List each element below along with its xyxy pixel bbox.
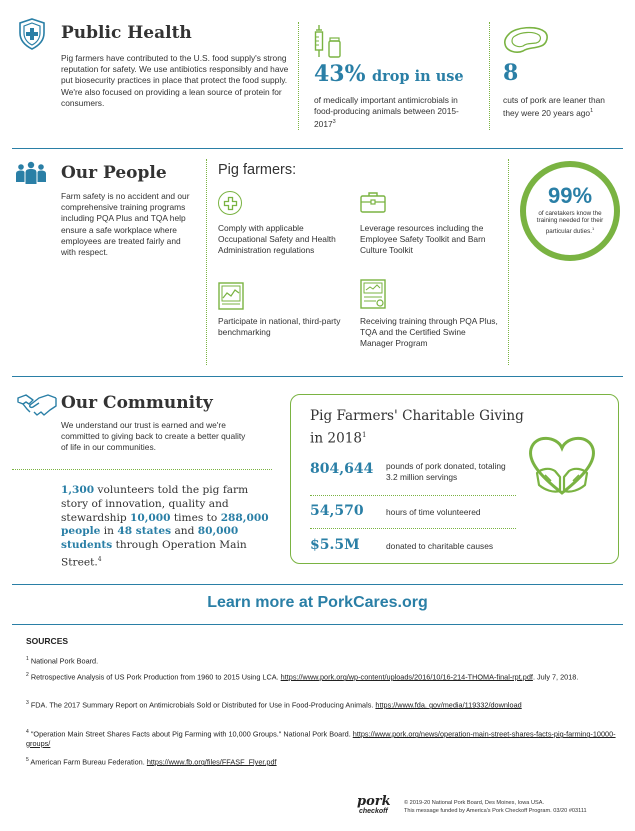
syringe-vial-icon [312, 24, 342, 58]
chart-icon [218, 282, 244, 310]
our-people-section [0, 149, 635, 375]
footer-text: © 2019-20 National Pork Board, Des Moines, Iowa USA. This message funded by America's Pork Checkoff Program. 03/20 #03111 [404, 800, 587, 814]
handshake-icon [17, 392, 57, 418]
our-community-body: We understand our trust is earned and we're committed to giving back to create a better quality of life in our communities. [61, 420, 246, 453]
divider [310, 528, 516, 529]
divider [12, 469, 272, 470]
stat-antimicrobial [314, 61, 464, 87]
public-health-body: Pig farmers have contributed to the U.S. food supply's strong reputation for safety. We use antibiotics responsibly and have put biosecurity practices in place that protect the food supply. We're also focused on providing a lean source of protein for consumers. [61, 53, 289, 108]
pig-farmers-item-4: Receiving training through PQA Plus, TQA and the Certified Swine Manager Program [360, 316, 498, 349]
learn-more-link[interactable]: Learn more at PorkCares.org [207, 594, 428, 611]
shield-cross-icon [18, 18, 46, 50]
our-people-title: Our People [61, 163, 167, 183]
ring-text: of caretakers know the training needed for their particular duties.$^1$ [536, 210, 604, 235]
source-3: $^3$ FDA. The 2017 Summary Report on Antimicrobials Sold or Distributed for Use in Food-Producing Animals. https://www.fda. gov/media/119332/download [26, 700, 522, 710]
toolkit-icon [360, 191, 386, 213]
pork-checkoff-logo: pork checkoff [357, 794, 391, 815]
section-rule [12, 584, 623, 585]
giving-value-2: 54,570 [310, 503, 364, 519]
source-5: $^5$ American Farm Bureau Federation. https://www.fb.org/files/FFASF_Flyer.pdf [26, 757, 277, 767]
pig-farmers-item-3: Participate in national, third-party benchmarking [218, 316, 341, 338]
stat-cuts-value: 8 [503, 60, 519, 86]
public-health-title: Public Health [61, 23, 192, 43]
source-1: $^1$ National Pork Board. [26, 656, 99, 666]
stat-suffix: drop in use [371, 68, 464, 85]
section-rule [12, 624, 623, 625]
public-health-section [0, 0, 635, 148]
giving-label-3: donated to charitable causes [386, 541, 494, 551]
divider [206, 159, 207, 365]
people-group-icon [14, 160, 48, 184]
source-link[interactable]: https://www.fda. gov/media/119332/download [375, 700, 522, 710]
medical-cross-icon [218, 191, 242, 215]
giving-value-3: $5.5M [310, 537, 360, 553]
divider [508, 159, 509, 365]
community-story: 1,300 volunteers told the pig farm story of innovation, quality and stewardship 10,000 times to 288,000 people in 48 states and 80,000 students through Operation Main Street.$^4$ [61, 484, 269, 569]
source-link[interactable]: https://www.fb.org/files/FFASF_Flyer.pdf [146, 757, 277, 767]
stat-cuts-text: cuts of pork are leaner than they were 20 years ago$^1$ [503, 95, 605, 118]
our-community-title: Our Community [61, 393, 213, 413]
sources-heading: SOURCES [26, 636, 69, 646]
pig-farmers-item-2: Leverage resources including the Employee Safety Toolkit and Barn Culture Toolkit [360, 223, 486, 256]
heart-hands-icon [527, 433, 597, 499]
our-people-body: Farm safety is no accident and our comprehensive training programs including PQA Plus and TQA help ensure a safe workplace where employees are treated fairly and with respect. [61, 191, 190, 258]
pig-farmers-subtitle: Pig farmers: [218, 162, 297, 178]
giving-title: Pig Farmers' Charitable Giving in 2018$^1$ [310, 408, 524, 447]
certificate-icon [360, 279, 386, 311]
source-link[interactable]: https://www.pork.org/wp-content/uploads/2016/10/16-214-THOMA-final-rpt.pdf [280, 672, 533, 682]
giving-label-2: hours of time volunteered [386, 507, 481, 517]
divider [489, 22, 490, 130]
source-4: $^4$ "Operation Main Street Shares Facts about Pig Farming with 10,000 Groups." National Pork Board. https://www.pork.org/news/operation-main-street-shares-facts-pig-farming-10000-groups/ [26, 729, 616, 748]
stat-value: 43% [314, 61, 366, 87]
our-community-section [0, 377, 635, 587]
divider [298, 22, 299, 130]
divider [310, 495, 516, 496]
charitable-giving-card [290, 394, 619, 564]
caretakers-ring [520, 161, 620, 261]
pig-farmers-item-1: Comply with applicable Occupational Safety and Health Administration regulations [218, 223, 336, 256]
giving-value-1: 804,644 [310, 461, 374, 477]
pork-cut-icon [503, 26, 549, 54]
stat-antimicrobial-text: of medically important antimicrobials in food-producing animals between 2015-2017$^3$ [314, 95, 459, 130]
source-link[interactable]: https://www.pork.org/news/operation-main-street-shares-facts-pig-farming-10000-groups/ [26, 729, 616, 748]
source-2: $^2$ Retrospective Analysis of US Pork Production from 1960 to 2015 Using LCA. https://www.pork.org/wp-content/uploads/2016/10/16-214-THOMA-final-rpt.pdf. July 7, 2018. [26, 672, 579, 682]
giving-label-1: pounds of pork donated, totaling 3.2 million servings [386, 461, 506, 483]
ring-value: 99% [547, 183, 593, 208]
